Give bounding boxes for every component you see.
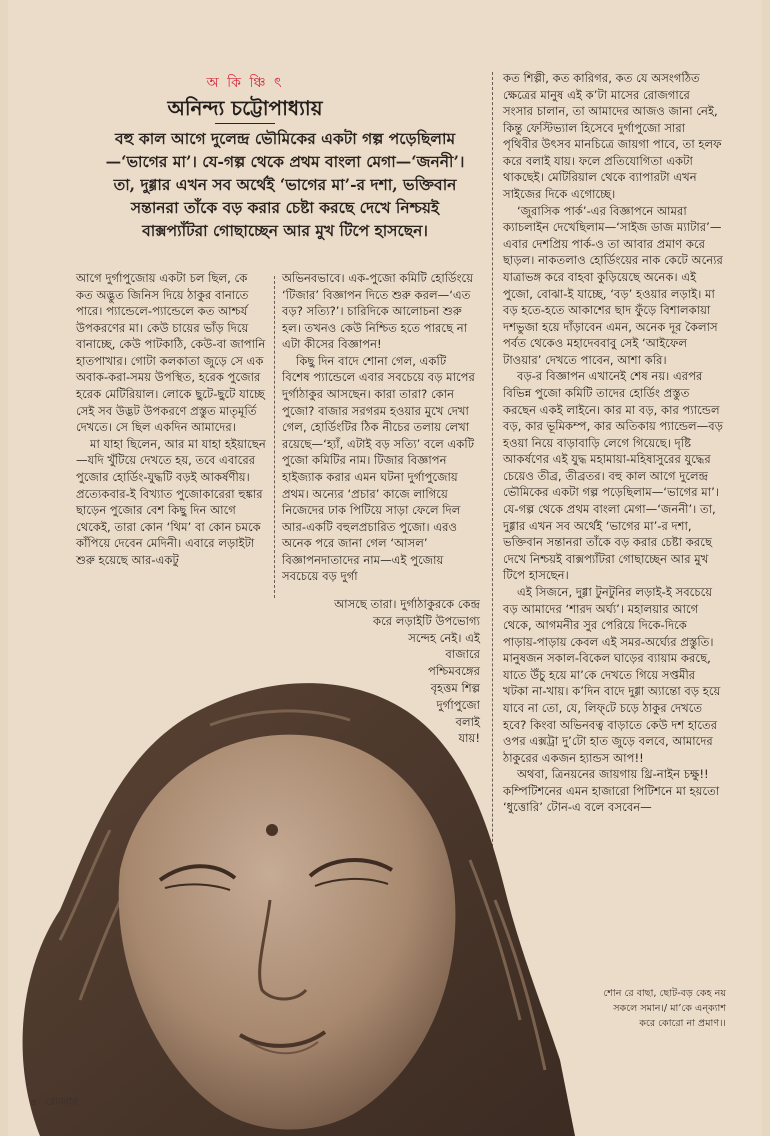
paragraph: কিছু দিন বাদে শোনা গেল, একটি বিশেষ প্যান্ডেলে এবার সবচেয়ে বড় মাপের দুর্গাঠাকুর আসছেন। কারা তারা? কোন পুজো? বাজার সরগরম হওয়ার মুখে দেখা গেল, হোর্ডিংটির ঠিক নীচের তলায় লেখা রয়েছে—‘হ্যাঁ, এটাই বড় সত্যি’ বলে একটি পুজো কমিটির নাম। টিজার বিজ্ঞাপন হাইজ্যাক করার এমন ঘটনা দুর্গাপুজোয় প্রথম। অন্যের ‘প্রচার’ কাজে লাগিয়ে নিজেদের ঢাক পিটিয়ে সাড়া ফেলে দিল আর-একটি বহুলপ্রচারিত পুজো। এরও অনেক পরে জানা গেল ‘আসল’ বিজ্ঞাপনদাতাদের নাম—এই পুজোয় সবচেয়ে বড় দুর্গা <box>282 353 475 584</box>
paragraph: ‘জুরাসিক পার্ক’-এর বিজ্ঞাপনে আমরা ক্যাচলাইন দেখেছিলাম—‘সাইজ ডাজ ম্যাটার’—এবার দেশপ্রিয় পার্ক-ও তা আবার প্রমাণ করে ছাড়ল। নাকতলাও হোর্ডিংয়ের নাক কেটে অন্যের যাত্রাভঙ্গ করে বাহবা কুড়িয়েছে অনেক। এই পুজো, বোঝা-ই যাচ্ছে, ‘বড়’ হওয়ার লড়াই। মা বড় হতে-হতে আকাশের ছাদ ফুঁড়ে বিশালকায়া দশভুজা হয়ে দাঁড়াবেন এমন, অনেক দূর কৈলাস পর্বত থেকেও মহাদেববাবু সেই ‘আইফেল টাওয়ার’ দেখতে পাবেন, আশা করি। <box>503 203 723 367</box>
standfirst: বহু কাল আগে দুলেন্দ্র ভৌমিকের একটা গল্প পড়েছিলাম—‘ভাগের মা’। যে-গল্প থেকে প্রথম বাংলা মেগা—‘জননী’। তা, দুগ্গার এখন সব অর্থেই ‘ভাগের মা’-র দশা, ভক্তিবান সন্তানরা তাঁকে বড় করার চেষ্টা করছে দেখে নিশ্চয়ই বাক্সপ্যাঁটরা গোছাচ্ছেন আর মুখ টিপে হাসছেন। <box>105 129 465 240</box>
tail-line: পশ্চিমবঙ্গের <box>428 664 480 679</box>
paragraph: এই সিজনে, দুগ্গা টুনটুনির লড়াই-ই সবচেয়ে বড় আমাদের ‘শারদ অর্ঘ্য’। মহালয়ার আগে থেকে, আগমনীর সুর পেরিয়ে দিকে-দিকে পাড়ায়-পাড়ায় কেবল এই সমর-অর্ঘ্যের প্রস্তুতি। মানুষজন সকাল-বিকেল ঘাড়ের ব্যায়াম করছে, যাতে উঁচু হয়ে মা’কে দেখতে গিয়ে সপ্তমীর খটকা না-খায়। ক’দিন বাদে দুগ্গা অ্যান্তো বড় হয়ে যাবে না তো, যে, লিফ্‌টে চড়ে ঠাকুর দেখতে হবে? কিংবা অভিনবত্ব বাড়াতে কেউ দশ হাতের ওপর এক্সট্রা দু’টো হাত জুড়ে বলবে, আমাদের ঠাকুরের একজন হ্যান্ডস আপ!! <box>503 584 721 765</box>
section-name: রোববার <box>45 1097 78 1108</box>
author-underline <box>215 123 275 124</box>
tail-line: বলাই <box>455 714 480 729</box>
verse-line: করে কোরো না প্রমাণ।। <box>639 1017 726 1029</box>
paragraph: বড়-র বিজ্ঞাপন এখানেই শেষ নয়। এরপর বিভিন্ন পুজো কমিটি তাদের হোর্ডিং প্রস্তুত করছেন একই লাইনে। কার মা বড়, কার প্যান্ডেল বড়, কার ভূমিকম্প, কার অতিকায় প্যান্ডেল—বড় হওয়া নিয়ে বাড়াবাড়ি লেগে গিয়েছে। দৃষ্টি আকর্ষণের এই যুদ্ধ মহামায়া-মহিষাসুরের যুদ্ধের চেয়েও তীব্র, তীব্রতর। বহু কাল আগে দুলেন্দ্র ভৌমিকের একটা গল্প পড়েছিলাম—‘ভাগের মা’। যে-গল্প থেকে প্রথম বাংলা মেগা—‘জননী’। তা, দুগ্গার এখন সব অর্থেই ‘ভাগের মা’-র দশা, ভক্তিবান সন্তানরা তাঁকে বড় করার চেষ্টা করছে দেখে নিশ্চয়ই বাক্সপ্যাঁটরা গোছাচ্ছেন আর মুখ টিপে হাসছেন। <box>503 369 723 583</box>
paragraph: কত শিল্পী, কত কারিগর, কত যে অসংগঠিত ক্ষেত্রের মানুষ এই ক’টা মাসের রোজগারে সংসার চালান, তা আমাদের আজও জানা নেই, কিন্তু ফেস্টিভ্যাল হিসেবে দুর্গাপুজো সারা পৃথিবীর উৎসব মানচিত্রে জায়গা পাবে, তা হলফ করে বলাই যায়। ফলে প্রতিযোগিতা একটা থাকছেই। মেটিরিয়াল থেকে ব্যাপারটা এখন সাইজের দিকে এগোচ্ছে। <box>503 71 722 202</box>
body-column-1 <box>76 270 266 568</box>
verse-line: সকলে সমান।/ মা’কে এন্‌ক্যাশ <box>613 1002 726 1014</box>
page-footer <box>30 1095 78 1112</box>
paragraph: মা যাহা ছিলেন, আর মা যাহা হইয়াছেন—যদি খুঁটিয়ে দেখতে হয়, তবে এবারের পুজোর হোর্ডিং-যুদ্ধটি বড়ই আকর্ষণীয়। প্রত্যেকবার-ই বিখ্যাত পুজোকারেরা হুঙ্কার ছাড়েন পুজোর বেশ কিছু দিন আগে থেকেই, তারা কোন ‘থিম’ বা কোন চমকে কাঁপিয়ে দেবেন মেদিনী। এবারে লড়াইটা শুরু হয়েছে আর-একটু <box>76 436 266 567</box>
paragraph: অভিনবভাবে। এক-পুজো কমিটি হোর্ডিংয়ে ‘টিজার’ বিজ্ঞাপন দিতে শুরু করল—‘এত বড়? সত্যি?’। চারিদিকে আলোচনা শুরু হল। তখনও কেউ নিশ্চিত হতে পারছে না এটা কীসের বিজ্ঞাপন! <box>282 271 474 352</box>
page-number: ৪ <box>30 1097 37 1108</box>
body-column-2 <box>282 270 477 585</box>
paragraph: অথবা, ত্রিনয়নের জায়গায় থ্রি-নাইন চক্ষু!! কম্পিটিশনের এমন হাজারো পিটিশনে মা হয়তো ‘ধুত্তোরি’ টোন-এ বলে বসবেন— <box>503 767 720 815</box>
column-divider <box>274 276 275 598</box>
paragraph: আগে দুর্গাপুজোয় একটা চল ছিল, কে কত অদ্ভুত জিনিস দিয়ে ঠাকুর বানাতে পারে। প্যান্ডেলে-প্যান্ডেলে কত আশ্চর্য উপকরণের মা। কেউ চায়ের ভাঁড় দিয়ে বানাচ্ছে, কেউ পাটকাঠি, কেউ-বা জাপানি হাতপাখার। গোটা কলকাতা জুড়ে সে এক অবাক-করা-সময় উপস্থিত, হরেক পুজোর হরেক মেটিরিয়াল। লোকে ছুটে-ছুটে যাচ্ছে সেই সব উদ্ভট উপকরণে প্রস্তুত মাতৃমূর্তি দেখতে। সে ছিল একদিন আমাদের। <box>76 271 266 435</box>
column-kicker: অ কি ঞ্চি ৎ <box>206 75 284 91</box>
author-name: অনিন্দ্য চট্টোপাধ্যায় <box>167 96 323 120</box>
tail-line: যায়! <box>458 731 480 746</box>
durga-sculpture-image <box>0 640 770 1136</box>
tail-line: বৃহত্তম শিল্প <box>430 680 480 695</box>
tail-line: সন্দেহ নেই। এই <box>408 630 480 645</box>
tail-line: আসছে তারা। দুর্গাঠাকুরকে কেন্দ্র <box>334 597 480 611</box>
verse-line: শোন রে বাছা, ছোট-বড় কেহ নয় <box>603 988 726 999</box>
tail-line: বাজারে <box>445 647 480 662</box>
tail-line: দুর্গাপুজো <box>436 697 480 712</box>
tail-line: করে লড়াইটি উপভোগ্য <box>373 613 480 628</box>
